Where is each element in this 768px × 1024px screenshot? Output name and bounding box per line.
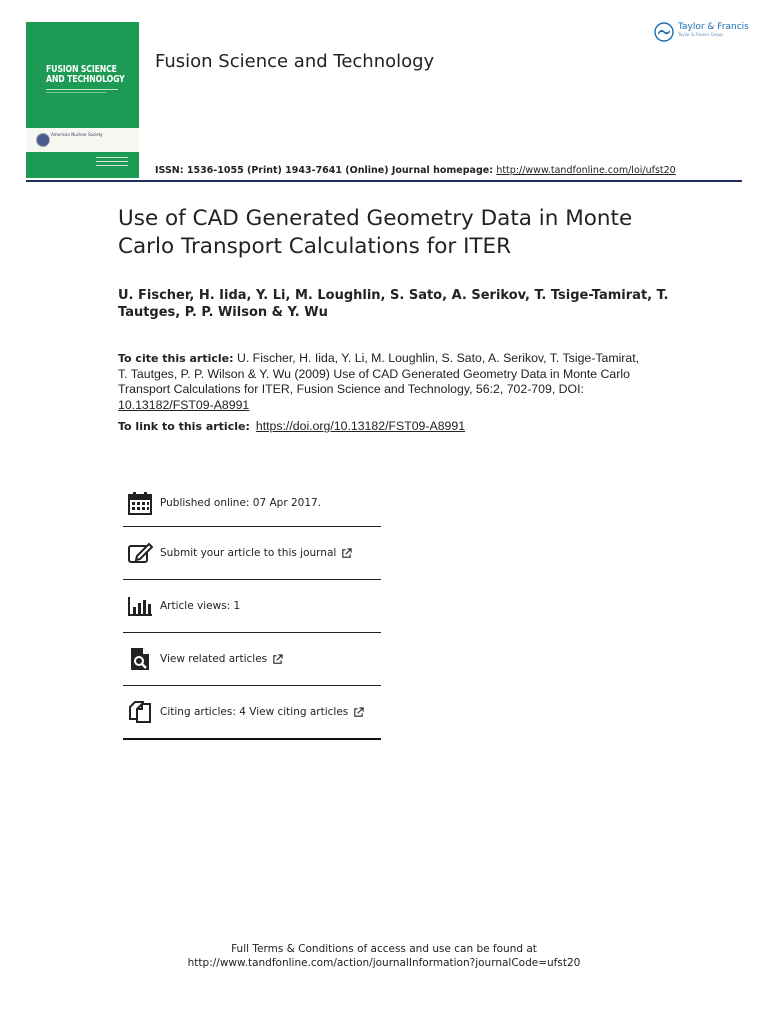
citing-articles-row[interactable] [123, 686, 381, 740]
terms-link[interactable]: http://www.tandfonline.com/action/journalInformation?journalCode=ufst20 [187, 957, 581, 969]
journal-title: Fusion Science and Technology [155, 51, 435, 72]
submit-article-link[interactable]: Submit your article to this journal [160, 547, 337, 559]
article-link-label: To link to this article: [118, 420, 250, 433]
citation [118, 351, 648, 413]
submit-article-row[interactable] [123, 527, 381, 580]
calendar-icon [127, 490, 153, 516]
publisher-group: Taylor & Francis Group [678, 32, 723, 37]
article-authors: U. Fischer, H. Iida, Y. Li, M. Loughlin, S. Sato, A. Serikov, T. Tsige-Tamirat, T. Tautges, P. P. Wilson & Y. Wu [118, 288, 669, 320]
article-metadata [123, 479, 381, 740]
publisher-logo-text [678, 22, 749, 37]
header-divider [26, 180, 742, 182]
external-link-icon [272, 654, 283, 665]
cover-publisher-band [26, 128, 139, 152]
external-link-icon [353, 707, 364, 718]
terms-footer [0, 942, 768, 970]
citing-articles-link[interactable]: Citing articles: 4 View citing articles [160, 706, 349, 718]
article-doi-link[interactable]: https://doi.org/10.13182/FST09-A8991 [255, 419, 466, 433]
publisher-logo [654, 22, 749, 42]
citation-text: U. Fischer, H. Iida, Y. Li, M. Loughlin, S. Sato, A. Serikov, T. Tsige-Tamirat, T. Tautges, P. P. Wilson & Y. Wu (2009) Use of CAD Generated Geometry Data in Monte Carlo Transport Calculations for ITER, Fusion Science and Technology, 56:2, 702-709, DOI: [118, 351, 640, 396]
issn-line [155, 165, 676, 176]
society-seal-icon [36, 133, 50, 147]
article-views: Article views: 1 [160, 600, 241, 612]
journal-homepage-link[interactable]: http://www.tandfonline.com/loi/ufst20 [496, 165, 676, 176]
related-articles-row[interactable] [123, 633, 381, 686]
citation-label: To cite this article: [118, 352, 234, 365]
document-search-icon [127, 646, 153, 672]
cover-title-line2: AND TECHNOLOGY [46, 74, 125, 85]
cover-rule [46, 92, 106, 93]
issn-text: ISSN: 1536-1055 (Print) 1943-7641 (Online) Journal homepage: [155, 165, 497, 176]
edit-document-icon [127, 540, 153, 566]
cover-issue-info [96, 157, 128, 171]
cover-title-line1: FUSION SCIENCE [46, 64, 117, 75]
citation-doi-link[interactable]: 10.13182/FST09-A8991 [118, 397, 250, 412]
bar-chart-icon [127, 593, 153, 619]
related-articles-link[interactable]: View related articles [160, 653, 268, 665]
published-row [123, 479, 381, 527]
external-link-icon [341, 548, 352, 559]
article-views-row [123, 580, 381, 633]
terms-text: Full Terms & Conditions of access and use can be found at [231, 943, 537, 955]
publisher-name: Taylor & Francis [678, 22, 749, 32]
journal-cover [26, 22, 139, 178]
citing-documents-icon [127, 699, 153, 725]
cover-rule [46, 89, 118, 90]
cover-title [46, 64, 125, 85]
article-link [118, 419, 465, 433]
taylor-francis-logo-icon [654, 22, 674, 42]
article-title: Use of CAD Generated Geometry Data in Monte Carlo Transport Calculations for ITER [118, 206, 633, 259]
cover-publisher: American Nuclear Society [51, 132, 103, 137]
published-date: Published online: 07 Apr 2017. [160, 496, 322, 509]
